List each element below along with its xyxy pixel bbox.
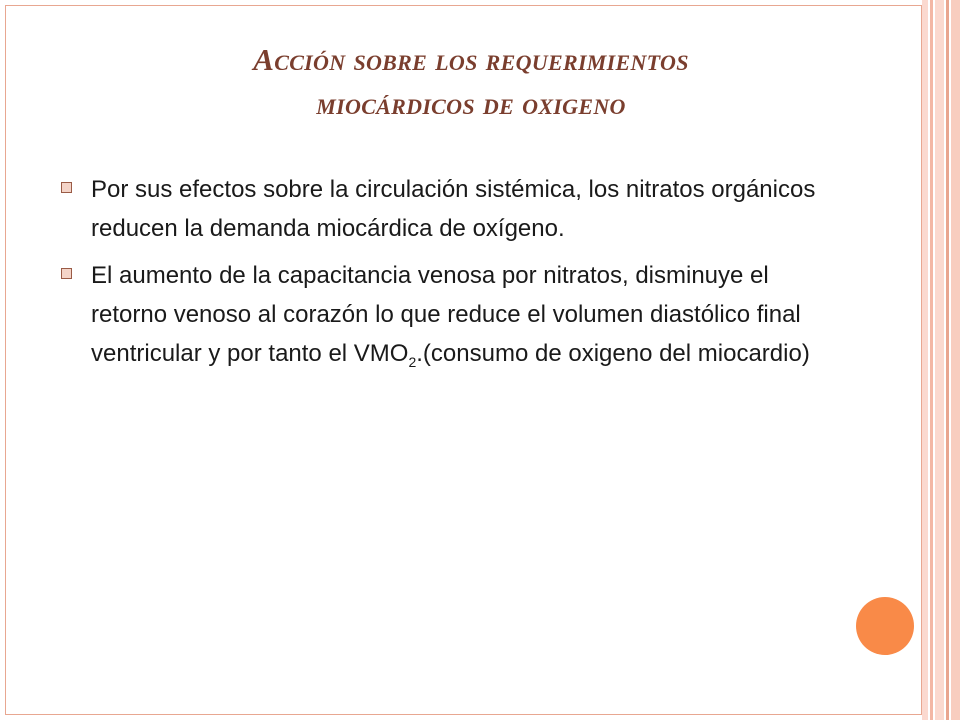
square-bullet-icon <box>61 268 72 279</box>
bullet-text-end: .(consumo de oxigeno del miocardio) <box>416 340 810 367</box>
stripe <box>951 0 960 720</box>
bullet-item <box>58 256 818 373</box>
bullet-text: Por sus efectos sobre la circulación sistémica, los nitratos orgánicos reducen la demanda miocárdica de oxígeno. <box>91 176 816 242</box>
bullet-text-start: El aumento de la capacitancia venosa por nitratos, disminuye el retorno venoso al corazón lo que reduce el volumen diastólico final ventricular y por tanto el VMO <box>91 262 801 367</box>
stripe <box>922 0 928 720</box>
bullet-list <box>58 170 818 381</box>
stripe <box>930 0 933 720</box>
decorative-side-stripes <box>922 0 960 720</box>
subscript-two: 2 <box>408 353 417 370</box>
bullet-item <box>58 170 818 248</box>
slide-title <box>60 38 882 126</box>
square-bullet-icon <box>61 182 72 193</box>
decorative-orange-circle <box>856 597 914 655</box>
title-line-1: Acción sobre los requerimientos <box>253 42 689 77</box>
title-line-2: miocárdicos de oxigeno <box>316 86 626 121</box>
stripe <box>935 0 944 720</box>
stripe <box>946 0 949 720</box>
